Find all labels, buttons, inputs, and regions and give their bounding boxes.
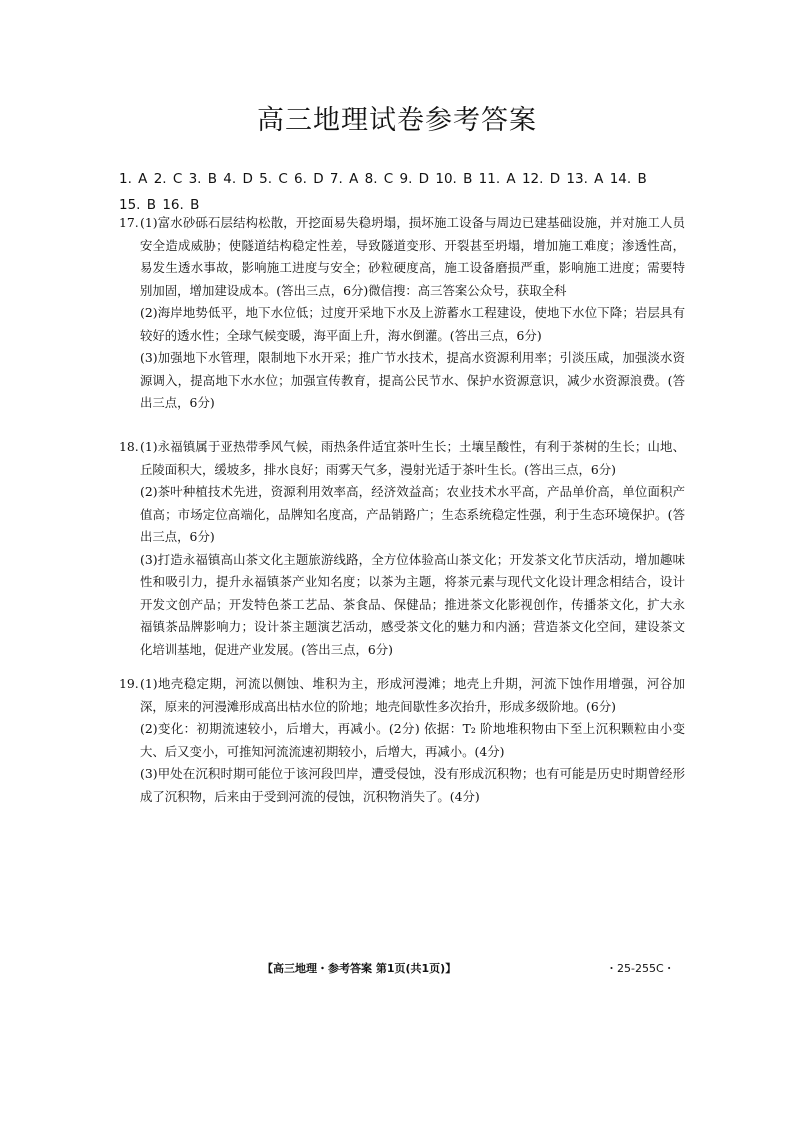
q17-part-2: (2)海岸地势低平，地下水位低；过度开采地下水及上游蓄水工程建设，使地下水位下降；岩层具有较好的透水性；全球气候变暖，海平面上升，海水倒灌。(答出三点，6分) [140, 305, 685, 343]
mc-answers-line-1: 1. A 2. C 3. B 4. D 5. C 6. D 7. A 8. C 9. D 10. B 11. A 12. D 13. A 14. B [119, 171, 647, 187]
footer-exam-code: ・25-255C・ [606, 962, 675, 975]
q17-part-3: (3)加强地下水管理，限制地下水开采；推广节水技术，提高水资源利用率；引淡压咸，加强淡水资源调入，提高地下水水位；加强宣传教育，提高公民节水、保护水资源意识，减少水资源浪费。(答出三点，6分) [140, 350, 685, 410]
q18-part-2: (2)茶叶种植技术先进，资源利用效率高，经济效益高；农业技术水平高，产品单价高，单位面积产值高；市场定位高端化，品牌知名度高，产品销路广；生态系统稳定性强，利于生态环境保护。(答出三点，6分) [140, 484, 685, 544]
mc-answers-line-2: 15. B 16. B [119, 197, 200, 213]
question-number: 19. [119, 676, 139, 691]
question-number: 17. [119, 215, 139, 230]
question-number: 18. [119, 439, 139, 454]
page-title: 高三地理试卷参考答案 [257, 105, 537, 136]
q18-part-1: (1)永福镇属于亚热带季风气候，雨热条件适宜茶叶生长；土壤呈酸性，有利于茶树的生长；山地、丘陵面积大，缓坡多，排水良好；雨雾天气多，漫射光适于茶叶生长。(答出三点，6分) [140, 439, 685, 477]
q17-part-1: (1)富水砂砾石层结构松散，开挖面易失稳坍塌，损坏施工设备与周边已建基础设施，并对施工人员安全造成威胁；使隧道结构稳定性差，导致隧道变形、开裂甚至坍塌，增加施工难度；渗透性高，易发生透水事故，影响施工进度与安全；砂粒硬度高，施工设备磨损严重，影响施工进度；需要特别加固，增加建设成本。(答出三点，6分)微信搜：高三答案公众号，获取全科 [140, 215, 685, 298]
footer-page-info: 【高三地理・参考答案 第1页(共1页)】 [262, 962, 457, 975]
question-17-answer [119, 212, 685, 415]
q18-part-3: (3)打造永福镇高山茶文化主题旅游线路，全方位体验高山茶文化；开发茶文化节庆活动，增加趣味性和吸引力，提升永福镇茶产业知名度；以茶为主题，将茶元素与现代文化设计理念相结合，设计开发文创产品；开发特色茶工艺品、茶食品、保健品；推进茶文化影视创作，传播茶文化，扩大永福镇茶品牌影响力；设计茶主题演艺活动，感受茶文化的魅力和内涵；营造茶文化空间，建设茶文化培训基地，促进产业发展。(答出三点，6分) [140, 551, 685, 657]
question-18-answer [119, 436, 685, 661]
q19-part-3: (3)甲处在沉积时期可能位于该河段凹岸，遭受侵蚀，没有形成沉积物；也有可能是历史时期曾经形成了沉积物，后来由于受到河流的侵蚀，沉积物消失了。(4分) [140, 766, 685, 804]
multiple-choice-answers [119, 166, 679, 218]
question-19-answer [119, 673, 685, 808]
q19-part-2: (2)变化：初期流速较小，后增大，再减小。(2分) 依据：T₂ 阶地堆积物由下至上沉积颗粒由小变大、后又变小，可推知河流流速初期较小，后增大，再减小。(4分) [140, 721, 685, 759]
q19-part-1: (1)地壳稳定期，河流以侧蚀、堆积为主，形成河漫滩；地壳上升期，河流下蚀作用增强，河谷加深，原来的河漫滩形成高出枯水位的阶地；地壳间歇性多次抬升，形成多级阶地。(6分) [140, 676, 685, 714]
